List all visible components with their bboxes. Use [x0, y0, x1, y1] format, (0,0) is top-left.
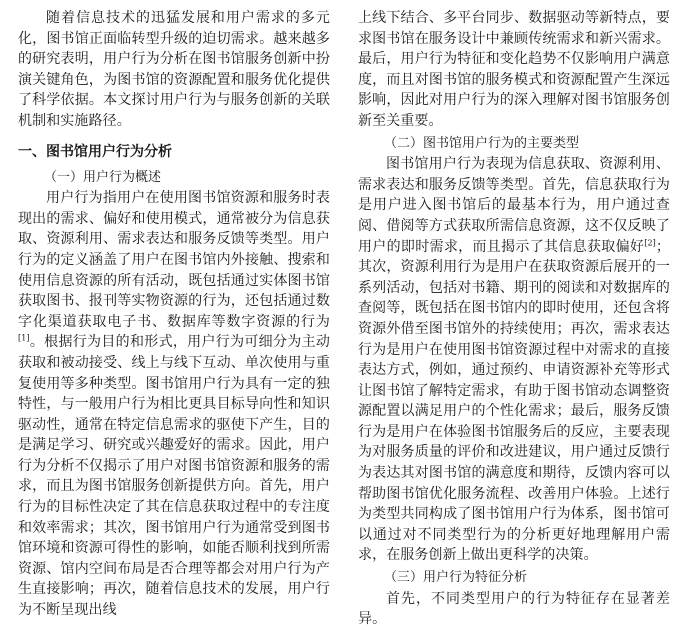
subsection-2-heading: （二）图书馆用户行为的主要类型 — [384, 135, 580, 151]
paragraph-text: ；其次，资源利用行为是用户在获取资源后展开的一系列活动，包括对书籍、期刊的阅读和对数据库的查阅等，既包括在图书馆内的即时使用，还包含将资源外借至图书馆外的持续使用；再次，需求表达行为是用户在使用图书馆资源过程中对需求的直接表达方式，例如，通过预约、申请资源补充等形式让图书馆了解特定需求，有助于图书馆动态调整资源配置以满足用户的个性化需求；最后，服务反馈行为是用户在体验图书馆服务后的反应，主要表现为对服务质量的评价和改进建议，用户通过反馈行为表达其对图书馆的满意度和期待，反馈内容可以帮助图书馆优化服务流程、改善用户体验。上述行为类型共同构成了图书馆用户行为体系，图书馆可以通过对不同类型行为的分析更好地理解用户需求，在服务创新上做出更科学的决策。 — [358, 238, 670, 564]
behavior-types-paragraph — [358, 154, 670, 566]
paragraph-text: 。根据行为目的和形式，用户行为可细分为主动获取和被动接受、线上与线下互动、单次使用与重复使用等多种类型。图书馆用户行为具有一定的独特性，与一般用户行为相比更具目标导向性和知识驱动性，通常在特定信息需求的驱使下产生，目的是满足学习、研究或兴趣爱好的需求。因此，用户行为分析不仅揭示了用户对图书馆资源和服务的需求，而且为图书馆服务创新提供方向。首先，用户行为的目标性决定了其在信息获取过程中的专注度和效率需求；其次，图书馆用户行为通常受到图书馆环境和资源可得性的影响，如能否顺利找到所需资源、馆内空间布局是否合理等都会对用户行为产生直接影响；再次，随着信息技术的发展，用户行为不断呈现出线 — [18, 334, 330, 619]
behavior-features-paragraph: 首先，不同类型用户的行为特征存在显著差异。 — [358, 590, 670, 628]
paragraph-text: 图书馆用户行为表现为信息获取、资源利用、需求表达和服务反馈等类型。首先，信息获取行为是用户进入图书馆后的最基本行为，用户通过查阅、借阅等方式获取所需信息资源，这不仅反映了用户的即时需求，而且揭示了其信息获取偏好 — [358, 156, 670, 255]
subsection-3-heading: （三）用户行为特征分析 — [384, 570, 528, 586]
user-behavior-overview-paragraph — [18, 188, 330, 620]
right-column — [358, 8, 670, 630]
intro-paragraph: 随着信息技术的迅猛发展和用户需求的多元化，图书馆正面临转型升级的迫切需求。越来越多的研究表明，用户行为分析在图书馆服务创新中扮演关键角色，为图书馆的资源配置和服务优化提供了科学依据。本文探讨用户行为与服务创新的关联机制和实施路径。 — [18, 10, 330, 129]
left-column — [18, 8, 330, 621]
paragraph-text: 用户行为指用户在使用图书馆资源和服务时表现出的需求、偏好和使用模式，通常被分为信息获取、资源利用、需求表达和服务反馈等类型。用户行为的定义涵盖了用户在图书馆内外接触、搜索和使用信息资源的所有活动，既包括通过实体图书馆获取图书、报刊等实物资源的行为，还包括通过数字化渠道获取电子书、数据库等数字资源的行为 — [18, 190, 330, 330]
citation-1: [1] — [18, 333, 30, 343]
subsection-1-heading: （一）用户行为概述 — [44, 169, 162, 185]
section-heading: 一、图书馆用户行为分析 — [18, 143, 172, 160]
citation-2: [2] — [644, 237, 656, 247]
continued-paragraph: 上线下结合、多平台同步、数据驱动等新特点，要求图书馆在服务设计中兼顾传统需求和新兴需求。最后，用户行为特征和变化趋势不仅影响用户满意度，而且对图书馆的服务模式和资源配置产生深远影响，因此对用户行为的深入理解对图书馆服务创新至关重要。 — [358, 10, 670, 129]
